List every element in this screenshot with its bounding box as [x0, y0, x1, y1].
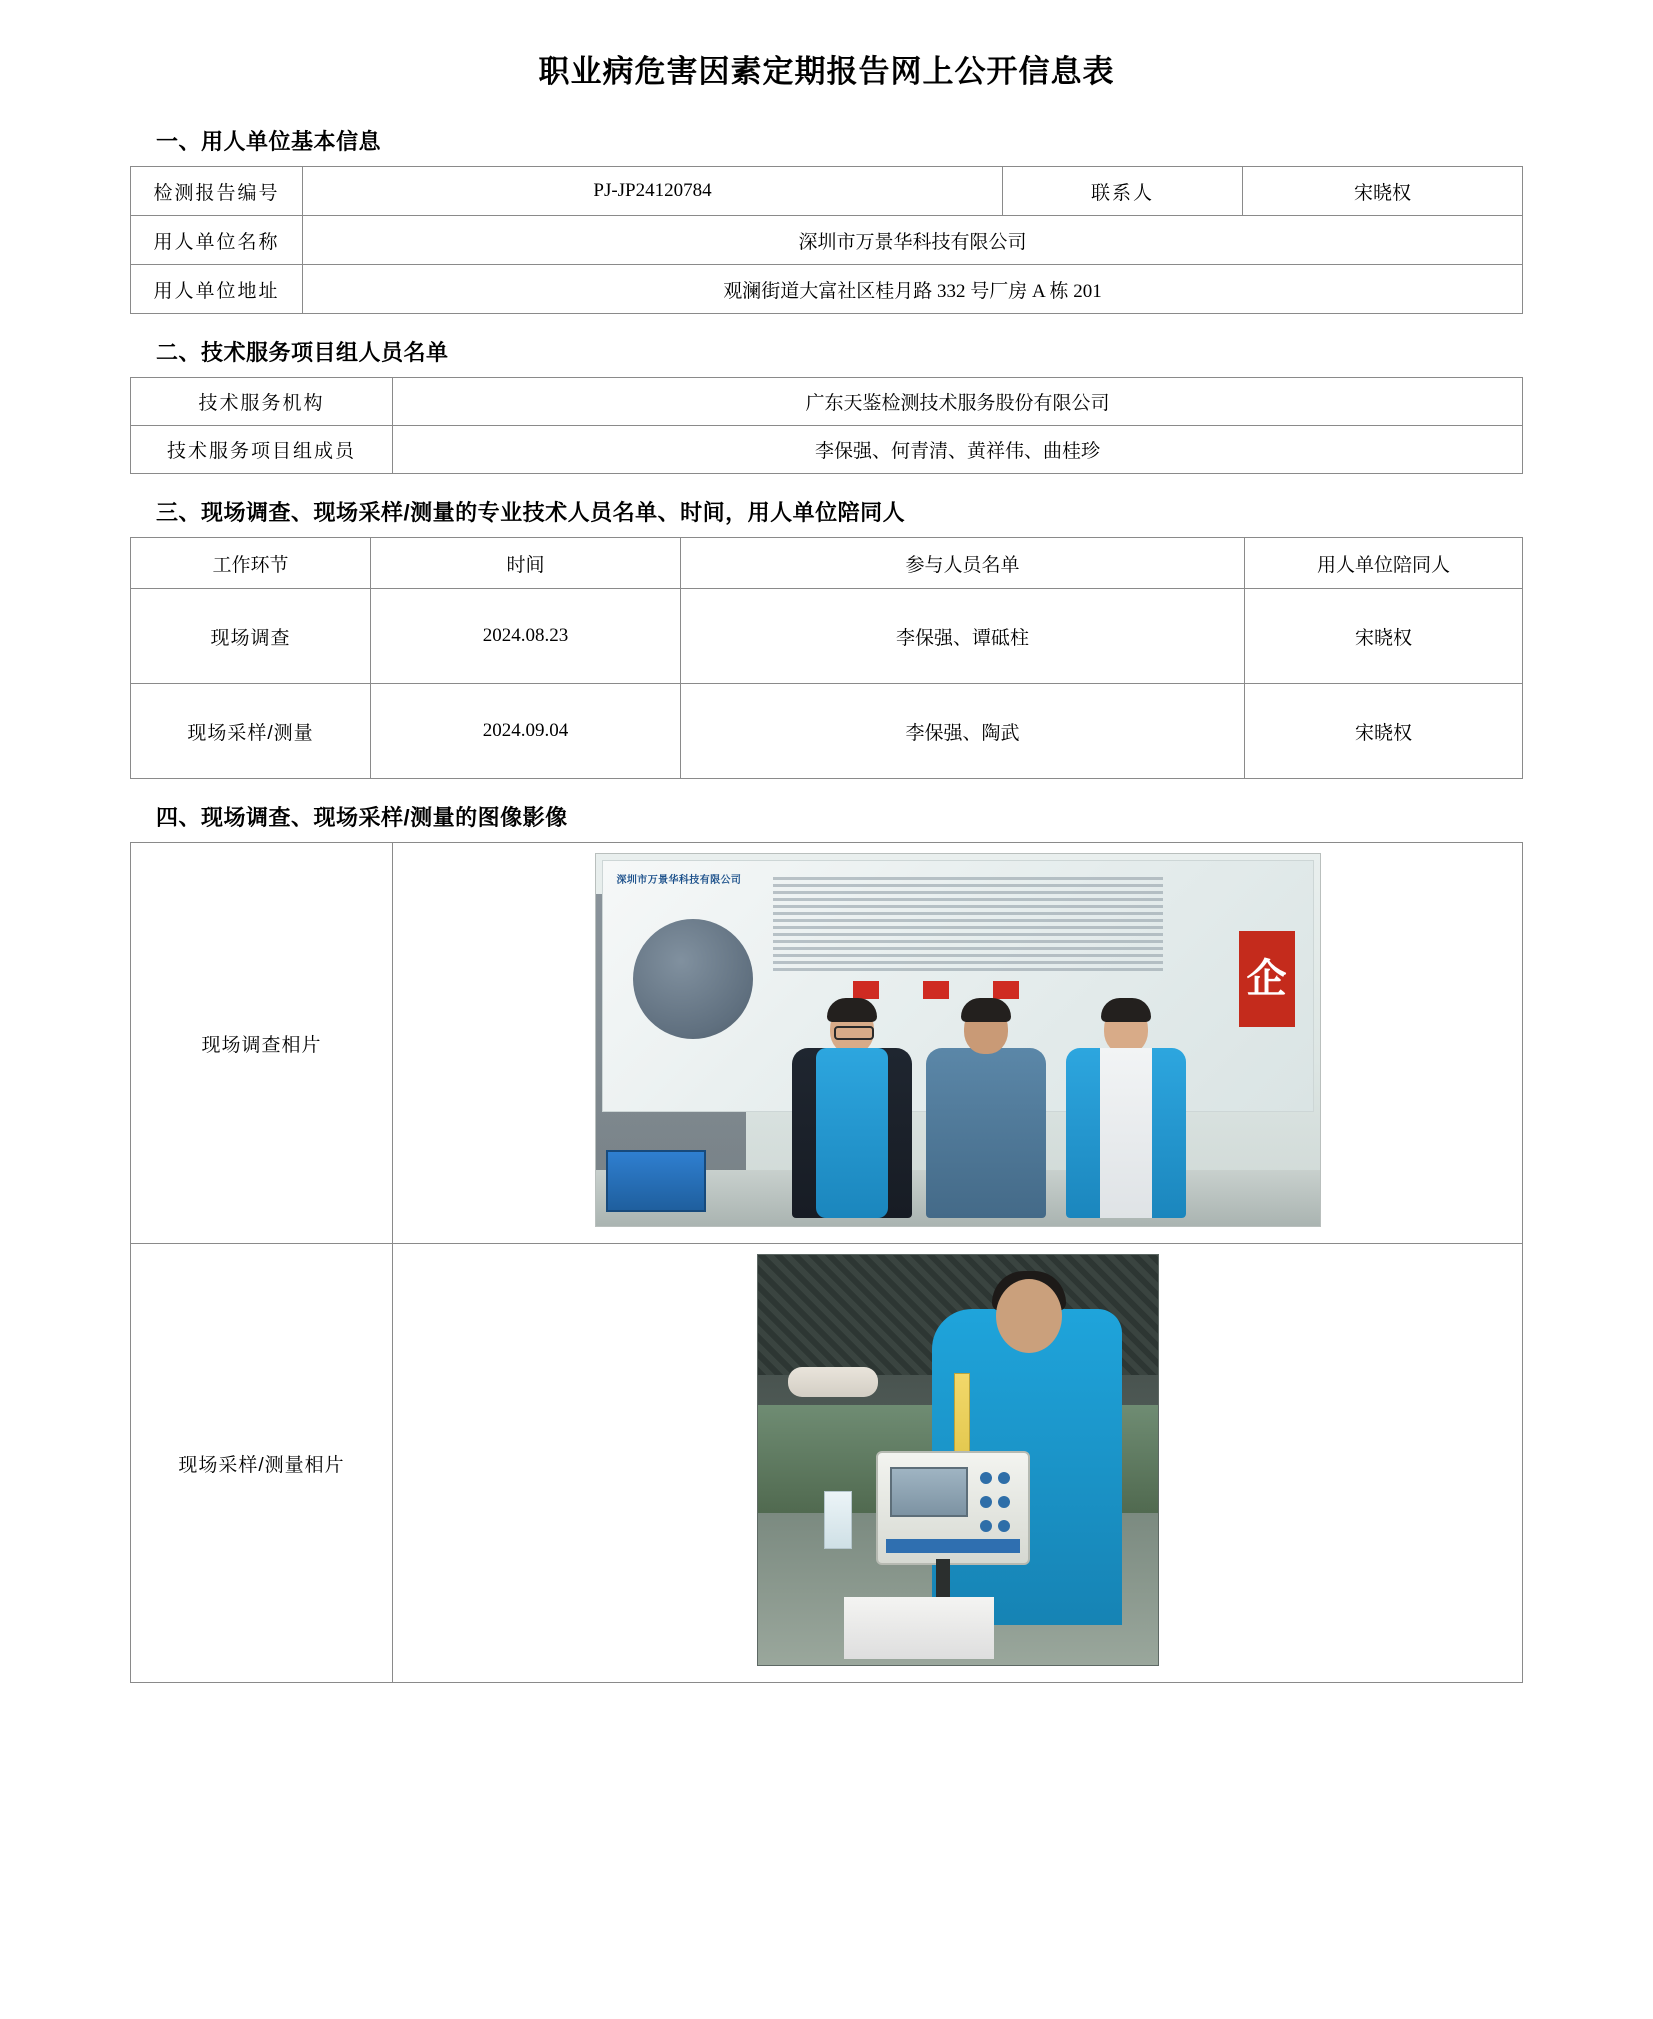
photo-person-right	[1066, 1004, 1186, 1218]
employer-address-label: 用人单位地址	[131, 265, 303, 314]
photo-label-survey: 现场调查相片	[131, 843, 393, 1244]
column-header-stage: 工作环节	[131, 538, 371, 589]
person-head	[830, 1004, 874, 1054]
contact-person-value: 宋晓权	[1243, 167, 1523, 216]
person-hair	[827, 998, 877, 1022]
stage-name-sampling: 现场采样/测量	[131, 684, 371, 779]
column-header-companion: 用人单位陪同人	[1245, 538, 1523, 589]
stage-companion-sampling: 宋晓权	[1245, 684, 1523, 779]
board-flag-icons	[853, 981, 1063, 1005]
service-org-label: 技术服务机构	[131, 378, 393, 426]
person-hair	[961, 998, 1011, 1022]
site-survey-photo	[595, 853, 1321, 1227]
table-row	[131, 843, 1523, 1244]
section-heading-3: 三、现场调查、现场采样/测量的专业技术人员名单、时间，用人单位陪同人	[156, 500, 906, 525]
sampling-tube	[954, 1373, 970, 1457]
photo-worker-arm	[788, 1367, 878, 1397]
site-photos-table	[130, 842, 1523, 1683]
person-body	[1066, 1048, 1186, 1218]
employer-name-label: 用人单位名称	[131, 216, 303, 265]
person-hair	[1101, 998, 1151, 1022]
board-moon-graphic	[633, 919, 753, 1039]
photo-person-center	[926, 1004, 1046, 1218]
stage-date-sampling: 2024.09.04	[371, 684, 681, 779]
employer-name-value: 深圳市万景华科技有限公司	[303, 216, 1523, 265]
sampling-instrument	[876, 1451, 1030, 1565]
contact-person-label: 联系人	[1003, 167, 1243, 216]
table-row	[131, 167, 1523, 216]
column-header-date: 时间	[371, 538, 681, 589]
report-number-label: 检测报告编号	[131, 167, 303, 216]
column-header-people: 参与人员名单	[681, 538, 1245, 589]
stage-companion-survey: 宋晓权	[1245, 589, 1523, 684]
service-members-label: 技术服务项目组成员	[131, 426, 393, 474]
board-badge: 企	[1239, 931, 1295, 1027]
report-number-value: PJ-JP24120784	[303, 167, 1003, 216]
employer-basic-info-table	[130, 166, 1523, 314]
table-row	[131, 265, 1523, 314]
glasses-icon	[834, 1026, 874, 1040]
person-head	[964, 1004, 1008, 1054]
table-row	[131, 216, 1523, 265]
stage-date-survey: 2024.08.23	[371, 589, 681, 684]
employer-address-value: 观澜街道大富社区桂月路 332 号厂房 A 栋 201	[303, 265, 1523, 314]
site-sampling-photo	[757, 1254, 1159, 1666]
section-heading-1: 一、用人单位基本信息	[156, 129, 382, 154]
photo-person-left	[792, 1004, 912, 1218]
table-row	[131, 684, 1523, 779]
table-row	[131, 426, 1523, 474]
stage-name-survey: 现场调查	[131, 589, 371, 684]
person-head	[1104, 1004, 1148, 1054]
service-team-table	[130, 377, 1523, 474]
person-body	[792, 1048, 912, 1218]
person-body	[926, 1048, 1046, 1218]
foam-board	[844, 1597, 994, 1659]
board-text-lines	[773, 877, 1163, 975]
instrument-label-band	[886, 1539, 1020, 1553]
table-row	[131, 589, 1523, 684]
page-title: 职业病危害因素定期报告网上公开信息表	[538, 54, 1115, 89]
table-row	[131, 378, 1523, 426]
site-survey-schedule-table	[130, 537, 1523, 779]
instrument-keypad	[972, 1469, 1018, 1531]
sample-bottle	[824, 1491, 852, 1549]
photo-blue-crate	[606, 1150, 706, 1212]
photo-label-sampling: 现场采样/测量相片	[131, 1244, 393, 1683]
instrument-screen	[890, 1467, 968, 1517]
stage-people-survey: 李保强、谭砥柱	[681, 589, 1245, 684]
photo-cell-survey	[393, 843, 1523, 1244]
stage-people-sampling: 李保强、陶武	[681, 684, 1245, 779]
table-row	[131, 1244, 1523, 1683]
board-title-text: 深圳市万景华科技有限公司	[616, 875, 742, 886]
photo-worker-head	[996, 1279, 1062, 1353]
service-members-value: 李保强、何青清、黄祥伟、曲桂珍	[393, 426, 1523, 474]
service-org-value: 广东天鉴检测技术服务股份有限公司	[393, 378, 1523, 426]
section-heading-2: 二、技术服务项目组人员名单	[156, 340, 449, 365]
section-heading-4: 四、现场调查、现场采样/测量的图像影像	[156, 805, 568, 830]
table-header-row	[131, 538, 1523, 589]
photo-cell-sampling	[393, 1244, 1523, 1683]
